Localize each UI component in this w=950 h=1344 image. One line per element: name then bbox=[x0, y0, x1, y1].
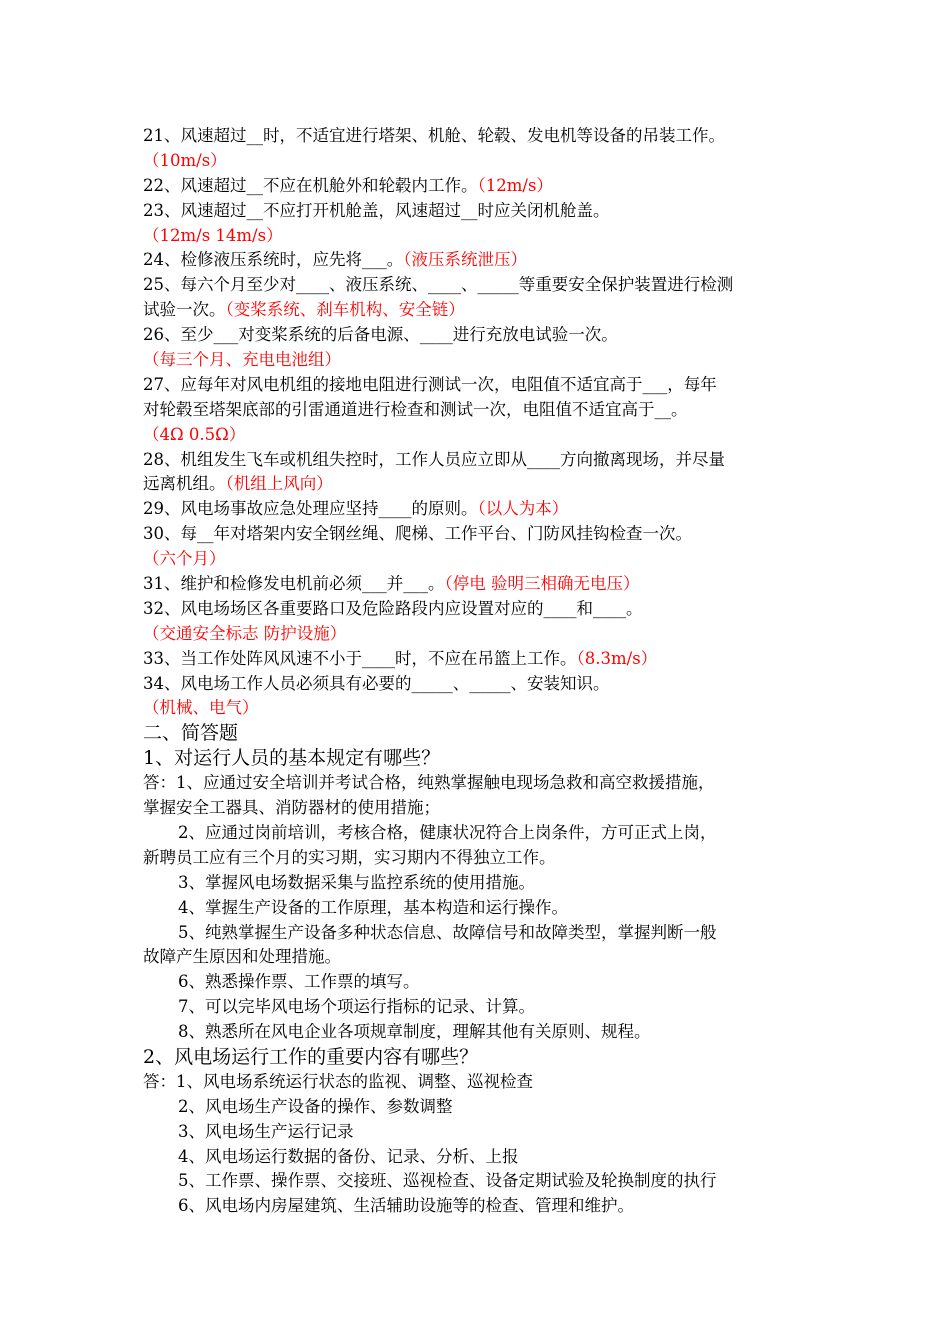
answer-item: 3、掌握风电场数据采集与监控系统的使用措施。 bbox=[178, 872, 535, 892]
question-line bbox=[143, 149, 823, 174]
answer-item: 4、风电场运行数据的备份、记录、分析、上报 bbox=[178, 1146, 519, 1166]
answer-item-cont: 新聘员工应有三个月的实习期，实习期内不得独立工作。 bbox=[143, 847, 556, 867]
question-text: 23、风速超过__不应打开机舱盖，风速超过__时应关闭机舱盖。 bbox=[143, 200, 610, 220]
question-line bbox=[143, 124, 823, 149]
answer-text: （交通安全标志 防护设施） bbox=[143, 623, 347, 643]
answer-text: （12m/s 14m/s） bbox=[143, 225, 283, 245]
answer-item: 5、纯熟掌握生产设备多种状态信息、故障信号和故障类型，掌握判断一般 bbox=[178, 922, 717, 942]
question-text: 28、机组发生飞车或机组失控时，工作人员应立即从____方向撤离现场，并尽量 bbox=[143, 449, 725, 469]
answer-text: （机组上风向） bbox=[225, 474, 333, 494]
answer-text: （4Ω 0.5Ω） bbox=[143, 424, 246, 444]
answer-text: （变桨系统、刹车机构、安全链） bbox=[225, 300, 465, 320]
answer-text: （10m/s） bbox=[143, 150, 227, 170]
answer-text: （六个月） bbox=[143, 549, 226, 569]
question-text: 32、风电场场区各重要路口及危险路段内应设置对应的____和____。 bbox=[143, 598, 643, 618]
question-text: 24、检修液压系统时，应先将___。 bbox=[143, 250, 404, 270]
answer-2-items bbox=[143, 1095, 823, 1219]
question-text: 33、当工作处阵风风速不小于____时，不应在吊篮上工作。 bbox=[143, 648, 577, 668]
question-text: 试验一次。 bbox=[143, 300, 226, 320]
answer-item: 8、熟悉所在风电企业各项规章制度，理解其他有关原则、规程。 bbox=[178, 1022, 651, 1042]
answer-item: 5、工作票、操作票、交接班、巡视检查、设备定期试验及轮换制度的执行 bbox=[178, 1171, 717, 1191]
question-line bbox=[143, 647, 823, 672]
answer-item-cont: 故障产生原因和处理措施。 bbox=[143, 947, 341, 967]
question-line bbox=[143, 373, 823, 398]
question-line bbox=[143, 174, 823, 199]
question-2: 2、风电场运行工作的重要内容有哪些？ bbox=[143, 1045, 479, 1068]
answer-item: 6、风电场内房屋建筑、生活辅助设施等的检查、管理和维护。 bbox=[178, 1196, 634, 1216]
answer-text: （每三个月、充电电池组） bbox=[143, 350, 341, 370]
answer-text: （12m/s） bbox=[477, 175, 553, 195]
question-line bbox=[143, 572, 823, 597]
fill-in-questions bbox=[143, 124, 823, 721]
question-line bbox=[143, 323, 823, 348]
answer-text: （以人为本） bbox=[477, 499, 569, 519]
question-line bbox=[143, 522, 823, 547]
question-line bbox=[143, 199, 823, 224]
answer-item: 2、风电场生产设备的操作、参数调整 bbox=[178, 1096, 453, 1116]
answer-1-first: 答：1、应通过安全培训并考试合格，纯熟掌握触电现场急救和高空救援措施， bbox=[143, 773, 715, 793]
answer-1-first-cont: 掌握安全工器具、消防器材的使用措施； bbox=[143, 798, 440, 818]
question-1: 1、对运行人员的基本规定有哪些？ bbox=[143, 747, 441, 770]
question-text: 31、维护和检修发电机前必须___并___。 bbox=[143, 574, 445, 594]
section-heading: 二、简答题 bbox=[143, 722, 239, 745]
question-line bbox=[143, 423, 823, 448]
question-line bbox=[143, 298, 823, 323]
question-text: 30、每__年对塔架内安全钢丝绳、爬梯、工作平台、门防风挂钩检查一次。 bbox=[143, 524, 692, 544]
question-line bbox=[143, 273, 823, 298]
question-text: 34、风电场工作人员必须具有必要的_____、_____、安装知识。 bbox=[143, 673, 610, 693]
question-text: 25、每六个月至少对____、液压系统、____、_____等重要安全保护装置进行检测 bbox=[143, 275, 734, 295]
answer-item: 7、可以完毕风电场个项运行指标的记录、计算。 bbox=[178, 997, 535, 1017]
answer-text: （停电 验明三相确无电压） bbox=[444, 574, 640, 594]
answer-item: 2、应通过岗前培训，考核合格，健康状况符合上岗条件，方可正式上岗， bbox=[178, 822, 717, 842]
document-body bbox=[143, 124, 823, 1219]
question-line bbox=[143, 672, 823, 697]
answer-item: 4、掌握生产设备的工作原理，基本构造和运行操作。 bbox=[178, 897, 568, 917]
question-text: 22、风速超过__不应在机舱外和轮毂内工作。 bbox=[143, 175, 478, 195]
answer-2-first: 答：1、风电场系统运行状态的监视、调整、巡视检查 bbox=[143, 1071, 533, 1091]
question-line bbox=[143, 398, 823, 423]
question-text: 29、风电场事故应急处理应坚持____的原则。 bbox=[143, 499, 478, 519]
question-text: 21、风速超过__时，不适宜进行塔架、机舱、轮毂、发电机等设备的吊装工作。 bbox=[143, 126, 725, 145]
question-line bbox=[143, 348, 823, 373]
question-line bbox=[143, 248, 823, 273]
question-text: 远离机组。 bbox=[143, 474, 226, 494]
question-line bbox=[143, 448, 823, 473]
answer-item: 3、风电场生产运行记录 bbox=[178, 1121, 354, 1141]
answer-1-items bbox=[143, 821, 823, 1045]
question-line bbox=[143, 597, 823, 622]
answer-text: （液压系统泄压） bbox=[403, 250, 527, 270]
question-line bbox=[143, 224, 823, 249]
question-line bbox=[143, 497, 823, 522]
question-line bbox=[143, 622, 823, 647]
question-text: 26、至少___对变桨系统的后备电源、____进行充放电试验一次。 bbox=[143, 325, 618, 345]
answer-text: （8.3m/s） bbox=[576, 648, 658, 668]
question-text: 27、应每年对风电机组的接地电阻进行测试一次，电阻值不适宜高于___，每年 bbox=[143, 374, 717, 394]
question-line bbox=[143, 472, 823, 497]
question-line bbox=[143, 696, 823, 721]
answer-item: 6、熟悉操作票、工作票的填写。 bbox=[178, 972, 420, 992]
question-text: 对轮毂至塔架底部的引雷通道进行检查和测试一次，电阻值不适宜高于__。 bbox=[143, 399, 688, 419]
answer-text: （机械、电气） bbox=[143, 698, 259, 718]
question-line bbox=[143, 547, 823, 572]
